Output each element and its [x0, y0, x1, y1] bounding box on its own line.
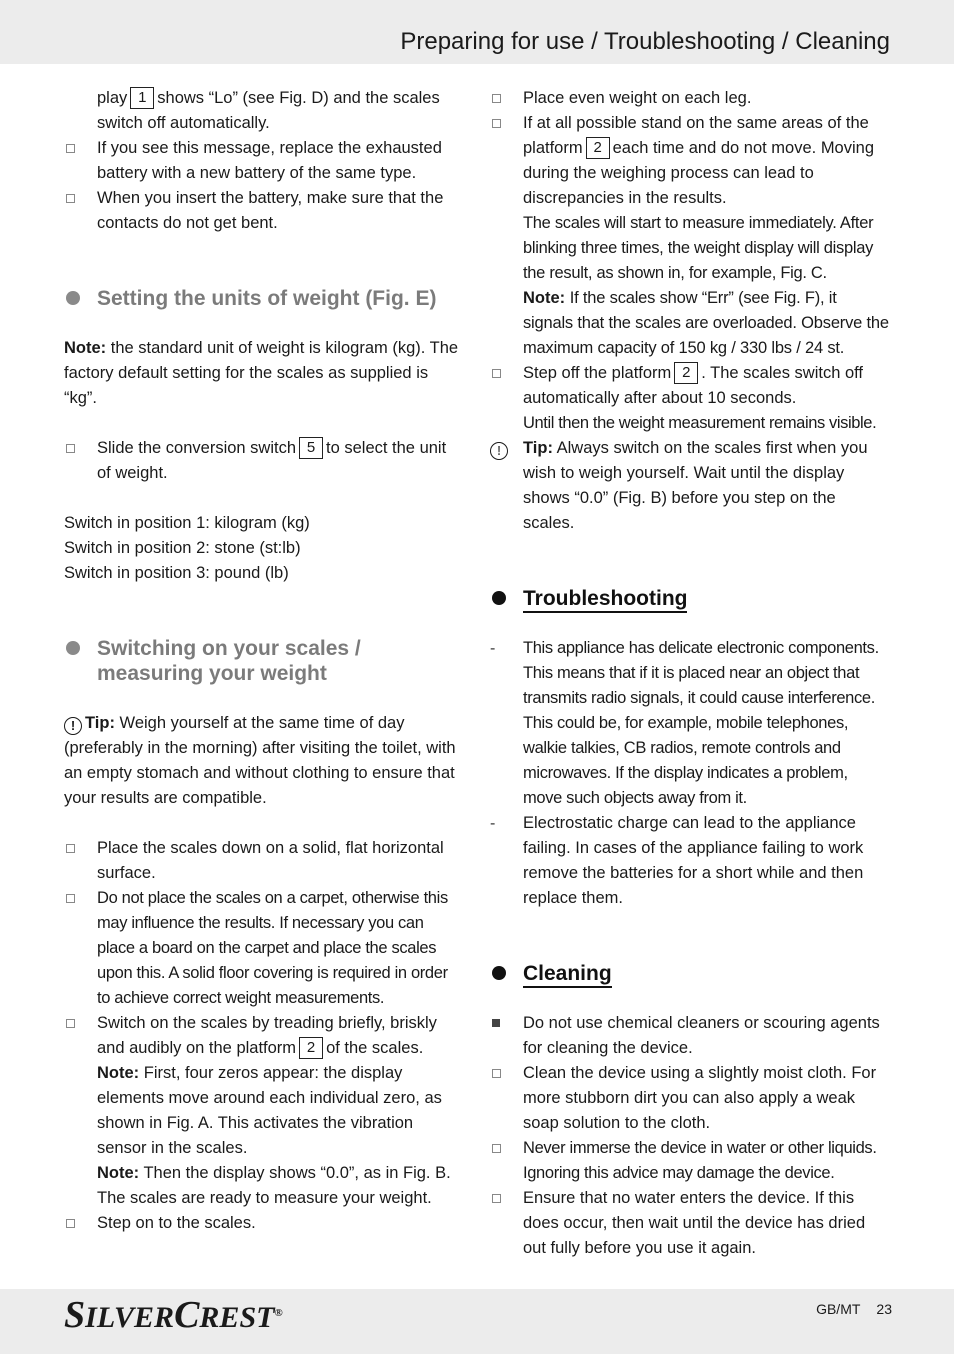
dash-bullet-icon: -: [490, 815, 496, 832]
checkbox-bullet-icon: [490, 1061, 523, 1086]
list-item: [490, 1011, 890, 1061]
exclamation-icon: !: [490, 442, 508, 460]
text: Do not place the scales on a carpet, otherwise this may influence the results. If necessary you can place a board on the carpet and place the scales upon this. A solid floor covering is required in order to achieve correct weight measurements.: [97, 889, 448, 1007]
logo-text: ILVER: [85, 1301, 175, 1334]
checkbox-bullet-icon: [490, 1186, 523, 1211]
heading-text: Cleaning: [523, 962, 612, 988]
text: Place even weight on each leg.: [523, 89, 752, 107]
page-info: [816, 1301, 892, 1317]
checkbox-bullet-icon: [64, 886, 97, 911]
note-label: Note:: [97, 1164, 140, 1182]
checkbox-bullet-icon: [64, 1211, 97, 1236]
list-item: [64, 836, 462, 886]
switch-position-3: Switch in position 3: pound (lb): [64, 564, 289, 582]
list-item: [490, 636, 890, 811]
note-paragraph: [64, 336, 462, 411]
list-item: [64, 886, 462, 1011]
dash-bullet-icon: -: [490, 640, 496, 657]
note-label: Note:: [97, 1064, 140, 1082]
checkbox-bullet-icon: [64, 136, 97, 161]
page-title: Preparing for use / Troubleshooting / Cleaning: [400, 28, 890, 55]
tip-label: Tip:: [85, 714, 115, 732]
list-item: [64, 186, 462, 236]
text: Ensure that no water enters the device. If this does occur, then wait until the device has dried out fully before you use it again.: [523, 1189, 866, 1257]
left-column: [64, 86, 462, 1236]
text: If at all possible stand on the same areas of the platform: [523, 114, 869, 157]
text: Until then the weight measurement remains visible.: [523, 414, 877, 432]
part-number-box: 2: [586, 137, 610, 159]
bullet-dot-icon: [492, 591, 506, 605]
text: Weigh yourself at the same time of day (preferably in the morning) after visiting the toilet, with an empty stomach and without clothing to ensure that your results are compatible.: [64, 714, 456, 807]
section-heading-troubleshooting: [490, 586, 890, 611]
heading-text: Switching on your scales /: [97, 637, 361, 660]
bullet-dot-icon: [66, 291, 80, 305]
text: Place the scales down on a solid, flat horizontal surface.: [97, 839, 444, 882]
switch-position-1: Switch in position 1: kilogram (kg): [64, 514, 310, 532]
checkbox-bullet-icon: [490, 1136, 523, 1161]
exclamation-icon-wrap: [490, 436, 523, 461]
section-heading-cleaning: [490, 961, 890, 986]
exclamation-icon: !: [64, 717, 82, 735]
text: Switch on the scales by treading briefly, briskly and audibly on the platform: [97, 1014, 437, 1057]
logo-text: REST: [199, 1301, 275, 1334]
list-item: [490, 1186, 890, 1261]
text: Always switch on the scales first when you wish to weigh yourself. Wait until the display shows “0.0” (Fig. B) before you step on the scales.: [523, 439, 868, 532]
list-item: [490, 1061, 890, 1136]
brand-logo: [64, 1293, 283, 1337]
checkbox-bullet-icon: [490, 86, 523, 111]
text: Never immerse the device in water or other liquids. Ignoring this advice may damage the device.: [523, 1139, 877, 1182]
part-number-box: 1: [130, 87, 154, 109]
checkbox-bullet-icon: [490, 361, 523, 386]
part-number-box: 5: [299, 437, 323, 459]
bullet-dot-icon: [66, 641, 80, 655]
text: . The scales switch off automatically after about 10 seconds.: [523, 364, 864, 407]
section-heading-units: [64, 286, 462, 311]
text: of the scales.: [326, 1039, 424, 1057]
text: When you insert the battery, make sure that the contacts do not get bent.: [97, 189, 444, 232]
list-item: [490, 1136, 890, 1186]
text: Slide the conversion switch: [97, 439, 297, 457]
text: Do not use chemical cleaners or scouring agents for cleaning the device.: [523, 1014, 880, 1057]
list-item: [64, 1011, 462, 1211]
checkbox-bullet-icon: [64, 1011, 97, 1036]
text: Step on to the scales.: [97, 1214, 256, 1232]
section-heading-switching: [64, 636, 462, 686]
text: If you see this message, replace the exhausted battery with a new battery of the same type.: [97, 139, 442, 182]
text: each time and do not move. Moving during the weighing process can lead to discrepancies in the results.: [523, 139, 875, 207]
region-code: GB/MT: [816, 1301, 861, 1317]
logo-text: S: [64, 1294, 86, 1336]
part-number-box: 2: [674, 362, 698, 384]
checkbox-bullet-icon: [64, 436, 97, 461]
note-label: Note:: [523, 289, 566, 307]
list-item: [64, 136, 462, 186]
text: The scales will start to measure immediately. After blinking three times, the weight display will display the result, as shown in, for example, Fig. C.: [523, 214, 874, 282]
text: First, four zeros appear: the display elements move around each individual zero, as shown in Fig. A. This activates the vibration sensor in the scales.: [97, 1064, 442, 1157]
text: Electrostatic charge can lead to the appliance failing. In cases of the appliance failing to work remove the batteries for a short while and then replace them.: [523, 814, 864, 907]
list-item: [490, 86, 890, 111]
registered-mark: ®: [274, 1307, 283, 1319]
text: the standard unit of weight is kilogram (kg). The factory default setting for the scales as supplied is “kg”.: [64, 339, 459, 407]
list-item: [490, 811, 890, 911]
square-bullet-icon: [490, 1011, 523, 1036]
right-column: [490, 86, 890, 1261]
text: Then the display shows “0.0”, as in Fig. B.: [143, 1164, 451, 1182]
tip-paragraph: [64, 711, 462, 811]
logo-text: C: [174, 1294, 200, 1336]
tip-item: [490, 436, 890, 536]
text: to select the unit of weight.: [97, 439, 447, 482]
list-item: [64, 1211, 462, 1236]
page-number: 23: [876, 1301, 892, 1317]
list-item: [490, 361, 890, 436]
text: If the scales show “Err” (see Fig. F), it signals that the scales are overloaded. Observe the maximum capacity of 150 kg / 330 lbs / 24 st.: [523, 289, 889, 357]
checkbox-bullet-icon: [490, 111, 523, 136]
tip-label: Tip:: [523, 439, 553, 457]
checkbox-bullet-icon: [64, 836, 97, 861]
text: Clean the device using a slightly moist cloth. For more stubborn dirt you can also apply a weak soap solution to the cloth.: [523, 1064, 877, 1132]
text: The scales are ready to measure your weight.: [97, 1189, 432, 1207]
text: play: [97, 89, 128, 107]
list-item: [64, 86, 462, 136]
checkbox-bullet-icon: [64, 186, 97, 211]
text: Step off the platform: [523, 364, 672, 382]
switch-position-2: Switch in position 2: stone (st:lb): [64, 539, 301, 557]
part-number-box: 2: [299, 1037, 323, 1059]
list-item: [64, 436, 462, 486]
heading-text: Troubleshooting: [523, 587, 687, 613]
list-item: [490, 111, 890, 361]
heading-text: Setting the units of weight (Fig. E): [97, 287, 437, 310]
heading-text: measuring your weight: [97, 662, 327, 685]
text: shows “Lo” (see Fig. D) and the scales switch off automatically.: [97, 89, 440, 132]
text: This appliance has delicate electronic components. This means that if it is placed near an object that transmits radio signals, it could cause interference. This could be, for example, mobile telephones, walkie talkies, CB radios, remote controls and microwaves. If the display indicates a problem, move such objects away from it.: [523, 639, 879, 807]
bullet-dot-icon: [492, 966, 506, 980]
note-label: Note:: [64, 339, 107, 357]
